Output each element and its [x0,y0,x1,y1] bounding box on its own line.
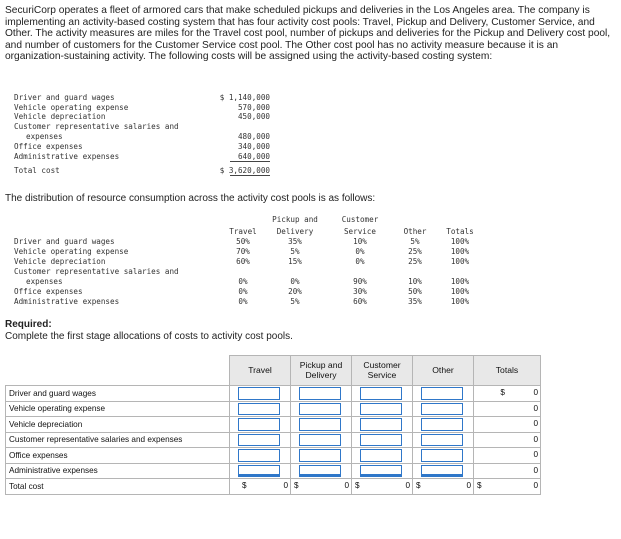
answer-table [5,355,541,495]
travel-input[interactable] [238,418,280,431]
dist-cell: 25% [408,247,422,256]
dist-row-label-cont: expenses [26,277,63,286]
header-pickup-delivery: Pickup and Delivery [291,356,352,386]
dist-cell: 100% [450,247,470,256]
dist-cell: 10% [408,277,422,286]
cost-label-cont: expenses [26,132,63,141]
customer-service-input[interactable] [360,434,402,447]
travel-input[interactable] [238,465,280,478]
dist-cell: 50% [236,237,250,246]
currency-sign: $ [242,481,247,490]
dist-row-label: Vehicle operating expense [14,247,129,256]
dist-cell: 100% [450,237,470,246]
dist-cell: 5% [290,247,300,256]
dist-cell: 100% [450,277,470,286]
dist-cell: 0% [238,287,248,296]
total-customer-service: 0 [405,481,410,490]
dist-row-label: Administrative expenses [14,297,120,306]
currency-sign: $ [355,481,360,490]
dist-cell: 0% [238,297,248,306]
required-title: Required: [5,319,52,330]
pickup-delivery-input[interactable] [299,465,341,478]
total-cost-amount: $ 3,620,000 [219,166,270,175]
header-customer-service: Customer Service [352,356,413,386]
travel-input[interactable] [238,403,280,416]
row-total: 0 [533,403,538,413]
cost-amount: 640,000 [237,152,270,161]
pickup-delivery-input[interactable] [299,387,341,400]
row-total: 0 [533,434,538,444]
cost-amount: 340,000 [237,142,270,151]
cost-amount: 570,000 [237,102,270,112]
other-input[interactable] [421,434,463,447]
dist-cell: 0% [238,277,248,286]
customer-service-input[interactable] [360,418,402,431]
total-pickup-delivery: 0 [344,481,349,490]
dist-row-label: Office expenses [14,287,83,296]
answer-row-office [6,448,541,464]
total-other: 0 [466,481,471,490]
header-blank [6,356,230,386]
other-input[interactable] [421,418,463,431]
row-total: 0 [533,388,538,397]
cost-label: Driver and guard wages [14,93,115,102]
cost-label: Vehicle depreciation [14,112,106,121]
dist-cell: 10% [353,237,367,246]
col-header: Pickup and [272,215,318,224]
row-total: 0 [533,419,538,428]
dist-cell: 100% [450,297,470,306]
cost-amount: 450,000 [237,112,270,121]
row-label: Administrative expenses [6,463,230,479]
cost-amount: $ 1,140,000 [219,93,270,102]
other-input[interactable] [421,387,463,400]
row-total: 0 [533,450,538,459]
divider [230,175,270,176]
travel-input[interactable] [238,449,280,462]
dist-cell: 5% [410,237,420,246]
cost-label: Office expenses [14,142,83,151]
dist-cell: 5% [290,297,300,306]
header-other: Other [413,356,474,386]
dist-cell: 0% [355,247,365,256]
total-cost-label: Total cost [14,166,60,175]
dist-cell: 70% [236,247,250,256]
dist-row-label: Customer representative salaries and [14,267,179,276]
travel-input[interactable] [238,387,280,400]
header-travel: Travel [230,356,291,386]
dist-cell: 30% [353,287,367,296]
answer-row-vehicle-operating [6,401,541,417]
total-travel: 0 [283,481,288,490]
col-header: Service [343,227,376,236]
dist-cell: 90% [353,277,367,286]
pickup-delivery-input[interactable] [299,418,341,431]
cost-amount: 480,000 [237,132,270,141]
col-header: Customer [341,215,379,224]
answer-row-administrative [6,463,541,479]
pickup-delivery-input[interactable] [299,449,341,462]
other-input[interactable] [421,465,463,478]
dist-cell: 25% [408,257,422,266]
col-header: Delivery [276,227,314,236]
dist-cell: 20% [288,287,302,296]
col-header: Other [403,227,427,236]
other-input[interactable] [421,449,463,462]
row-label: Driver and guard wages [6,386,230,402]
distribution-heading: The distribution of resource consumption across the activity cost pools is as follows: [5,193,376,204]
currency-sign: $ [477,481,482,490]
cost-label: Vehicle operating expense [14,102,129,112]
required-section [5,319,293,342]
currency-sign: $ [416,481,421,490]
required-text: Complete the first stage allocations of costs to activity cost pools. [5,330,293,342]
dist-cell: 100% [450,287,470,296]
customer-service-input[interactable] [360,403,402,416]
header-totals: Totals [474,356,541,386]
dist-cell: 100% [450,257,470,266]
currency-sign: $ [500,388,505,397]
divider [230,161,270,162]
dist-cell: 0% [290,277,300,286]
dist-cell: 60% [236,257,250,266]
total-label: Total cost [6,479,230,495]
dist-cell: 50% [408,287,422,296]
other-input[interactable] [421,403,463,416]
row-label: Customer representative salaries and expenses [6,432,230,448]
dist-cell: 60% [353,297,367,306]
problem-intro: SecuriCorp operates a fleet of armored cars that make scheduled pickups and deliveries in the Los Angeles area. The company is implementing an activity-based costing system that has four activity cost pools: Travel, Pickup and Delivery, Customer Service, and Other. The activity measures are miles for the Travel cost pool, number of pickups and deliveries for the Pickup and Delivery cost pool, and number of customers for the Customer Service cost pool. The Other cost pool has no activity measure because it is an organization-sustaining activity. The following costs will be assigned using the activity-based costing system: [5,5,611,63]
currency-sign: $ [294,481,299,490]
dist-cell: 0% [355,257,365,266]
pickup-delivery-input[interactable] [299,434,341,447]
answer-row-customer-rep [6,432,541,448]
customer-service-input[interactable] [360,449,402,462]
col-header: Totals [446,227,474,236]
row-label: Vehicle operating expense [6,401,230,417]
customer-service-input[interactable] [360,465,402,478]
cost-label: Customer representative salaries and [14,122,179,131]
pickup-delivery-input[interactable] [299,403,341,416]
dist-cell: 15% [288,257,302,266]
row-label: Vehicle depreciation [6,417,230,433]
cost-label: Administrative expenses [14,152,120,161]
row-total: 0 [533,465,538,475]
grand-total: 0 [533,481,538,490]
answer-row-driver [6,386,541,402]
answer-row-total [6,479,541,495]
travel-input[interactable] [238,434,280,447]
col-header: Travel [229,227,257,236]
answer-row-vehicle-depreciation [6,417,541,433]
dist-cell: 35% [288,237,302,246]
customer-service-input[interactable] [360,387,402,400]
dist-row-label: Vehicle depreciation [14,257,106,266]
dist-cell: 35% [408,297,422,306]
dist-row-label: Driver and guard wages [14,237,115,246]
row-label: Office expenses [6,448,230,464]
